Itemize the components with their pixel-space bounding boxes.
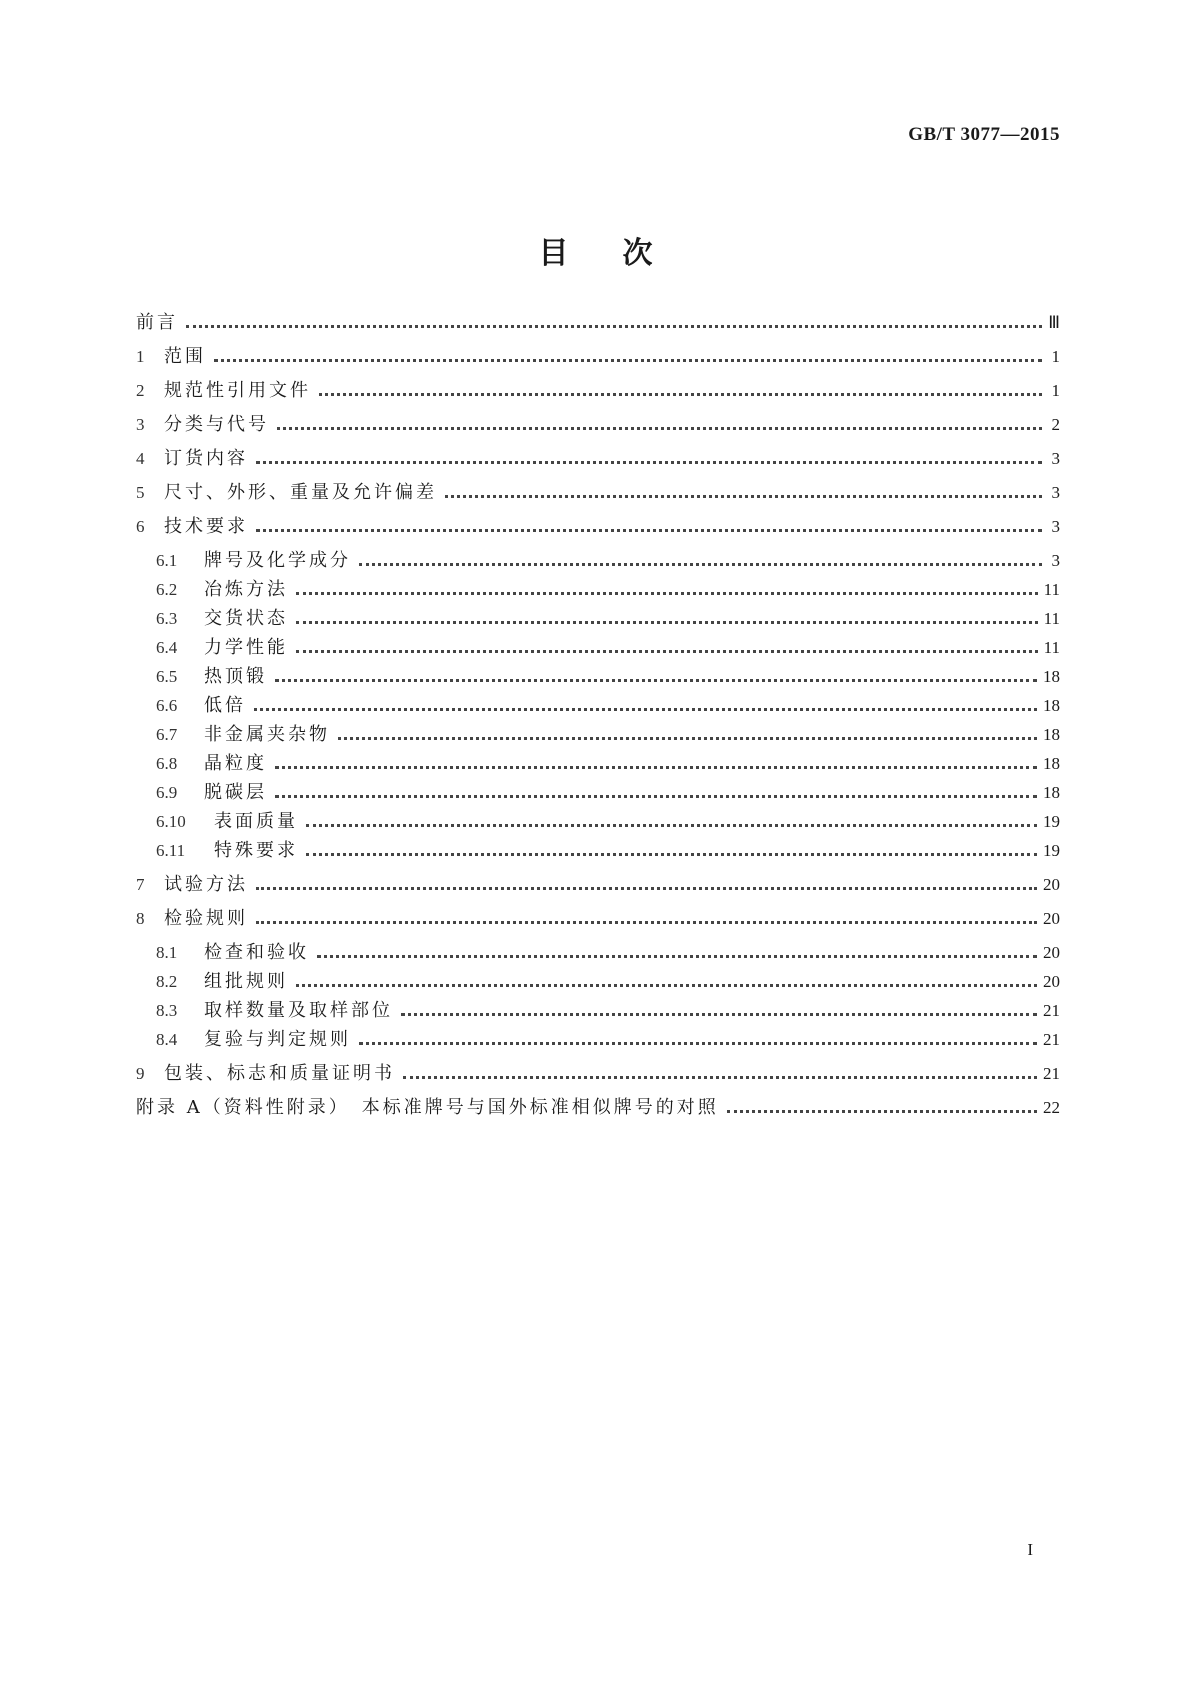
toc-entry-page: 3 (1051, 551, 1060, 570)
toc-entry-label: 力学性能 (204, 637, 288, 658)
toc-entry-6-10[interactable] (156, 805, 1060, 833)
page-number: I (1027, 1540, 1033, 1559)
toc-entry-number: 3 (136, 415, 145, 434)
toc-entry-page: 22 (1043, 1098, 1060, 1117)
toc-entry-number: 6 (136, 517, 145, 536)
toc-entry-6-9[interactable] (156, 776, 1060, 804)
toc-entry-label: 表面质量 (214, 811, 298, 832)
dot-leader (727, 1110, 1037, 1113)
toc-entry-page: 18 (1043, 754, 1060, 773)
toc-entry-page: 19 (1043, 841, 1060, 860)
toc-entry-page: 18 (1043, 667, 1060, 686)
toc-entry-page: 21 (1043, 1064, 1060, 1083)
dot-leader (186, 325, 1042, 328)
toc-entry-8-3[interactable] (156, 994, 1060, 1022)
toc-entry-page: 11 (1043, 638, 1060, 657)
dot-leader (338, 737, 1037, 740)
toc-entry-6-7[interactable] (156, 718, 1060, 746)
toc-entry-label: 检查和验收 (204, 942, 309, 963)
toc-entry-number: 2 (136, 381, 145, 400)
toc-entry-page: 21 (1043, 1001, 1060, 1020)
toc-entry-page: 20 (1043, 972, 1060, 991)
toc-entry-number: 4 (136, 449, 145, 468)
dot-leader (319, 393, 1042, 396)
toc-entry-number: 6.8 (156, 754, 178, 773)
toc-entry-label: 牌号及化学成分 (204, 550, 351, 571)
toc-entry-label: 范围 (164, 346, 206, 367)
toc-entry-page: 3 (1051, 517, 1060, 536)
dot-leader (306, 824, 1037, 827)
toc-entry-7[interactable] (136, 868, 1060, 896)
toc-entry-label: 脱碳层 (204, 782, 267, 803)
toc-entry-number: 6.1 (156, 551, 178, 570)
toc-entry-number: 6.5 (156, 667, 178, 686)
toc-entry-label: 检验规则 (164, 908, 248, 929)
dot-leader (275, 679, 1037, 682)
dot-leader (277, 427, 1042, 430)
toc-entry-foreword[interactable] (136, 306, 1060, 334)
toc-entry-6-6[interactable] (156, 689, 1060, 717)
toc-entry-6-8[interactable] (156, 747, 1060, 775)
dot-leader (359, 563, 1042, 566)
toc-entry-label: 包装、标志和质量证明书 (164, 1063, 395, 1084)
toc-entry-number: 6.7 (156, 725, 178, 744)
toc-entry-4[interactable] (136, 442, 1060, 470)
dot-leader (214, 359, 1042, 362)
toc-entry-6-1[interactable] (156, 544, 1060, 572)
dot-leader (256, 887, 1037, 890)
toc-entry-label: 附录 A（资料性附录） 本标准牌号与国外标准相似牌号的对照 (136, 1097, 719, 1118)
toc-entry-8-4[interactable] (156, 1023, 1060, 1051)
toc-entry-number: 6.9 (156, 783, 178, 802)
toc-entry-page: 1 (1051, 381, 1060, 400)
toc-entry-2[interactable] (136, 374, 1060, 402)
dot-leader (296, 621, 1038, 624)
toc-entry-8-2[interactable] (156, 965, 1060, 993)
toc-entry-number: 6.4 (156, 638, 178, 657)
toc-entry-page: 20 (1043, 943, 1060, 962)
toc-entry-page: 1 (1051, 347, 1060, 366)
toc-entry-8-1[interactable] (156, 936, 1060, 964)
toc-entry-label: 分类与代号 (164, 414, 269, 435)
dot-leader (296, 984, 1037, 987)
dot-leader (275, 795, 1037, 798)
dot-leader (296, 650, 1038, 653)
toc-entry-label: 取样数量及取样部位 (204, 1000, 393, 1021)
toc-entry-label: 规范性引用文件 (164, 380, 311, 401)
toc-entry-6-11[interactable] (156, 834, 1060, 862)
toc-entry-label: 组批规则 (204, 971, 288, 992)
toc-entry-page: Ⅲ (1048, 313, 1060, 332)
toc-entry-page: 3 (1051, 449, 1060, 468)
toc-entry-number: 5 (136, 483, 145, 502)
toc-entry-5[interactable] (136, 476, 1060, 504)
toc-entry-number: 9 (136, 1064, 145, 1083)
toc-entry-label: 交货状态 (204, 608, 288, 629)
dot-leader (359, 1042, 1037, 1045)
toc-entry-number: 8 (136, 909, 145, 928)
toc-entry-page: 18 (1043, 725, 1060, 744)
toc-entry-page: 20 (1043, 909, 1060, 928)
toc-entry-label: 技术要求 (164, 516, 248, 537)
toc-entry-6-4[interactable] (156, 631, 1060, 659)
toc-entry-number: 6.2 (156, 580, 178, 599)
toc-entry-9[interactable] (136, 1057, 1060, 1085)
toc-entry-1[interactable] (136, 340, 1060, 368)
toc-entry-number: 6.3 (156, 609, 178, 628)
toc-entry-page: 18 (1043, 696, 1060, 715)
toc-entry-6-2[interactable] (156, 573, 1060, 601)
toc-entry-page: 3 (1051, 483, 1060, 502)
toc-entry-page: 21 (1043, 1030, 1060, 1049)
toc-entry-label: 晶粒度 (204, 753, 267, 774)
toc-entry-number: 7 (136, 875, 145, 894)
dot-leader (256, 921, 1037, 924)
toc-entry-8[interactable] (136, 902, 1060, 930)
toc-entry-3[interactable] (136, 408, 1060, 436)
toc-entry-label: 非金属夹杂物 (204, 724, 330, 745)
toc-entry-page: 18 (1043, 783, 1060, 802)
toc-entry-number: 8.3 (156, 1001, 178, 1020)
toc-entry-label: 订货内容 (164, 448, 248, 469)
dot-leader (275, 766, 1037, 769)
toc-entry-number: 1 (136, 347, 145, 366)
page-title: 目次 (538, 236, 707, 271)
toc-entry-page: 11 (1043, 609, 1060, 628)
toc-entry-number: 8.1 (156, 943, 178, 962)
toc-entry-appendix-a[interactable] (136, 1091, 1060, 1119)
dot-leader (256, 461, 1042, 464)
toc-entry-number: 6.6 (156, 696, 178, 715)
dot-leader (317, 955, 1037, 958)
toc-entry-6[interactable] (136, 510, 1060, 538)
toc-entry-label: 特殊要求 (214, 840, 298, 861)
toc-entry-page: 2 (1051, 415, 1060, 434)
toc-entry-page: 20 (1043, 875, 1060, 894)
toc-entry-6-3[interactable] (156, 602, 1060, 630)
dot-leader (256, 529, 1042, 532)
dot-leader (306, 853, 1037, 856)
toc-entry-label: 低倍 (204, 695, 246, 716)
toc-entry-label: 复验与判定规则 (204, 1029, 351, 1050)
toc-entry-label: 冶炼方法 (204, 579, 288, 600)
toc-entry-number: 6.10 (156, 812, 186, 831)
toc-entry-label: 尺寸、外形、重量及允许偏差 (164, 482, 437, 503)
toc-entry-page: 19 (1043, 812, 1060, 831)
dot-leader (401, 1013, 1037, 1016)
dot-leader (296, 592, 1038, 595)
toc-entry-page: 11 (1043, 580, 1060, 599)
toc-entry-number: 6.11 (156, 841, 186, 860)
dot-leader (403, 1076, 1037, 1079)
toc-entry-6-5[interactable] (156, 660, 1060, 688)
toc-entry-number: 8.4 (156, 1030, 178, 1049)
toc-entry-label: 热顶锻 (204, 666, 267, 687)
dot-leader (254, 708, 1037, 711)
toc-entry-label: 前言 (136, 312, 178, 333)
dot-leader (445, 495, 1042, 498)
standard-number: GB/T 3077—2015 (908, 124, 1060, 145)
toc-entry-number: 8.2 (156, 972, 178, 991)
toc-entry-label: 试验方法 (164, 874, 248, 895)
